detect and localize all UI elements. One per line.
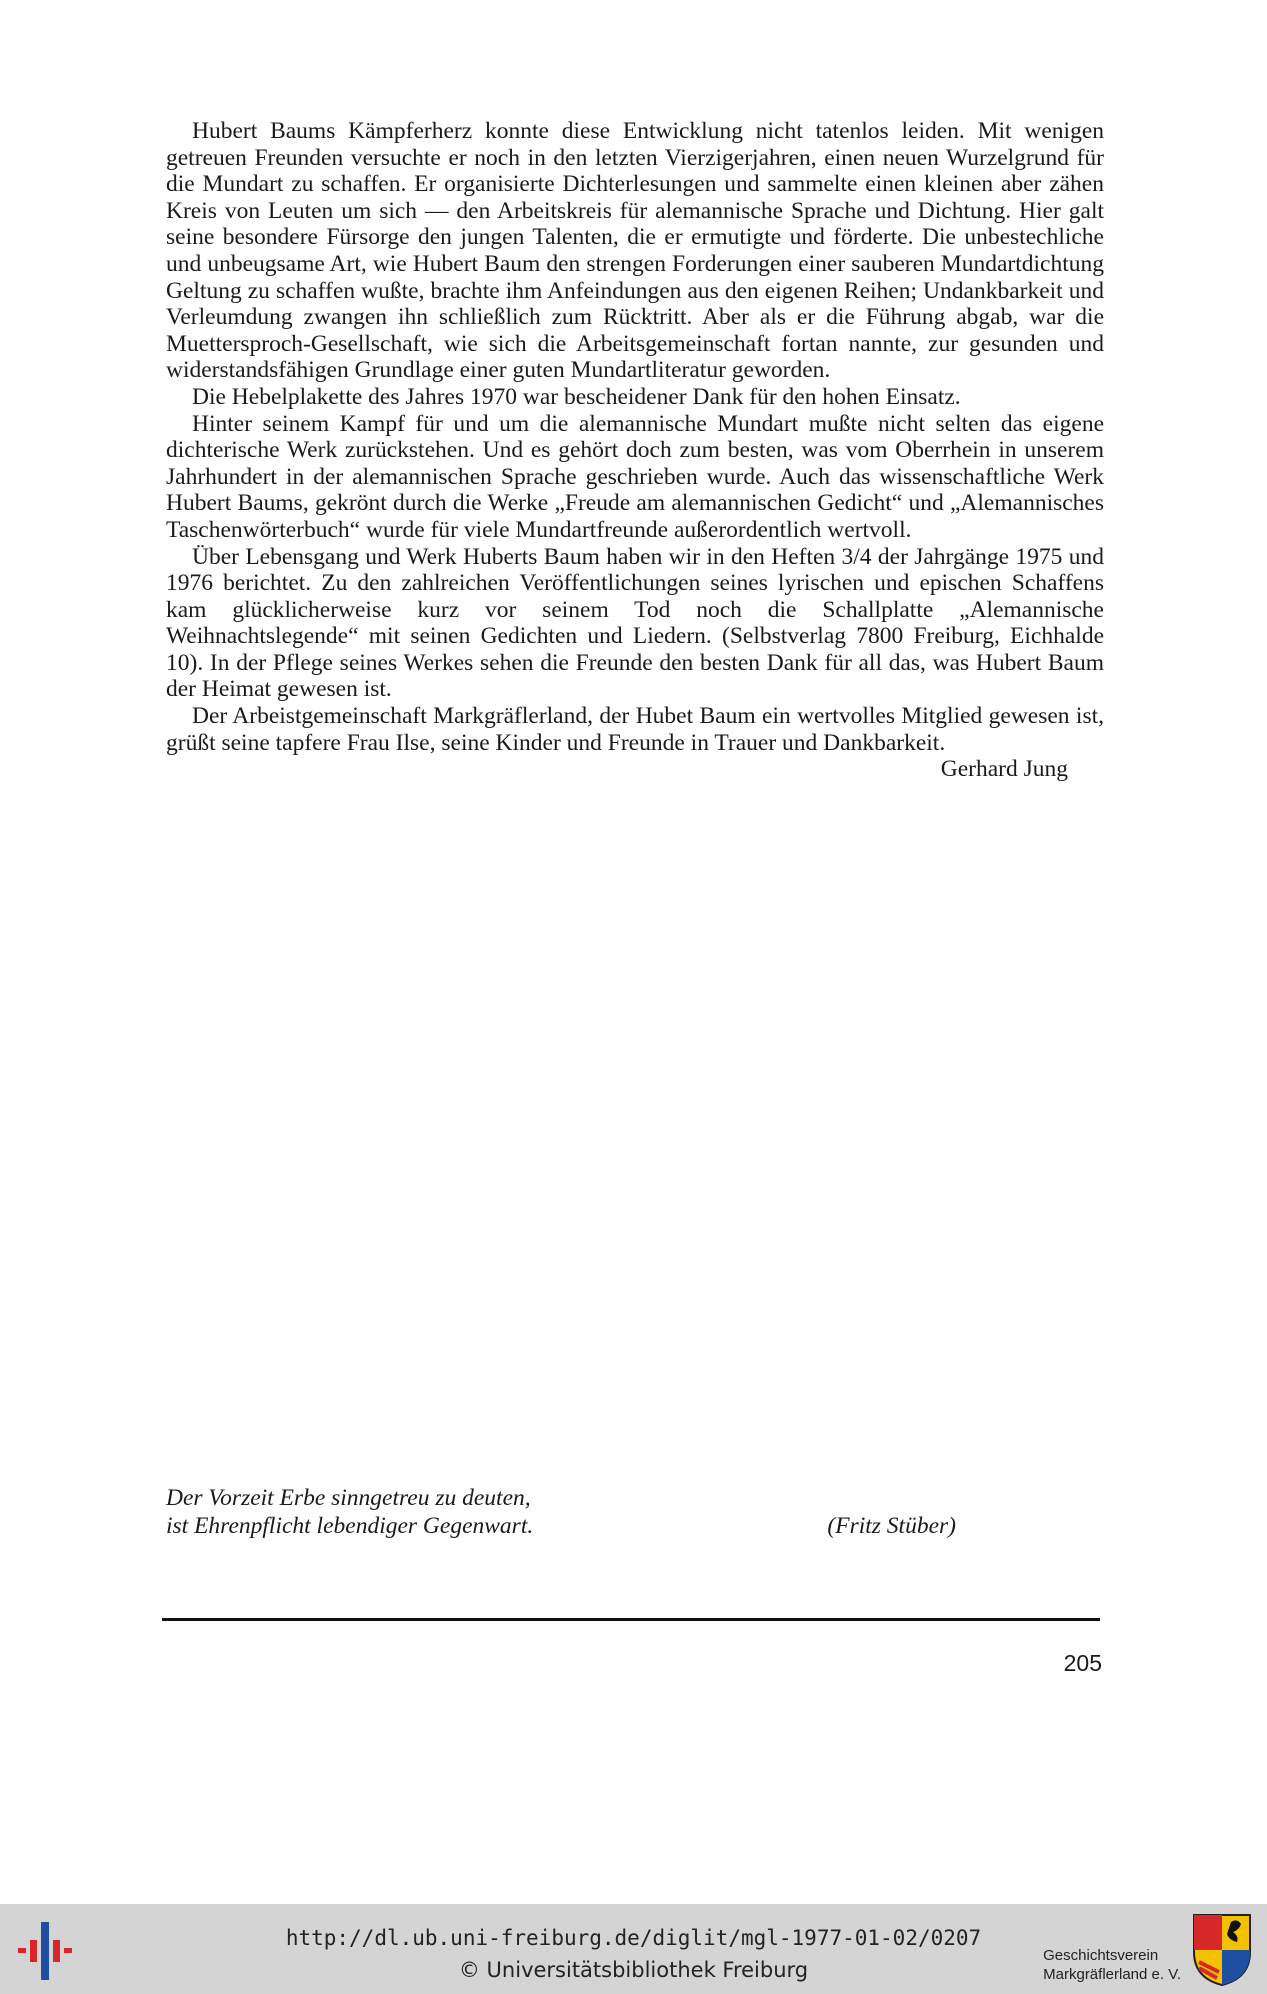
paragraph: Hubert Baums Kämpferherz konnte diese Entwicklung nicht tatenlos leiden. Mit wenigen getreuen Freunden versuchte er noch in den letzten Vierzigerjahren, einen neuen Wurzelgrund für die Mundart zu schaffen. Er organisierte Dichterlesungen und sammelte einen kleinen aber zähen Kreis von Leuten um sich — den Arbeitskreis für alemannische Sprache und Dichtung. Hier galt seine besondere Fürsorge den jungen Talenten, die er ermutigte und förderte. Die unbestechliche und unbeugsame Art, wie Hubert Baum den strengen Forderungen einer sauberen Mundartdichtung Geltung zu schaffen wußte, brachte ihm Anfeindungen aus den eigenen Reihen; Undankbarkeit und Verleumdung zwangen ihn schließlich zum Rücktritt. Aber als er die Führung abgab, war die Muettersproch-Gesellschaft, wie sich die Arbeitsgemeinschaft fortan nannte, zur gesunden und widerstandsfähigen Grundlage einer guten Mundartliteratur geworden. xyxy=(166,118,1104,384)
quote-line-2: ist Ehrenpflicht lebendiger Gegenwart. xyxy=(166,1513,534,1539)
coat-of-arms-icon xyxy=(1191,1912,1253,1988)
society-line-2: Markgräflerland e. V. xyxy=(1043,1966,1181,1983)
paragraph: Die Hebelplakette des Jahres 1970 war bescheidener Dank für den hohen Einsatz. xyxy=(192,383,961,410)
signature-row xyxy=(166,756,1104,783)
horizontal-rule xyxy=(162,1618,1100,1621)
author-signature: Gerhard Jung xyxy=(940,756,1068,783)
closing-text: Der Arbeistgemeinschaft Markgräflerland, der Hubet Baum ein wertvolles Mitglied gewesen ist, grüßt seine tapfere Frau Ilse, seine Kinder und Freunde in Trauer und Dankbarkeit. xyxy=(166,703,1104,756)
page-number: 205 xyxy=(1063,1650,1102,1676)
society-name xyxy=(1043,1946,1181,1984)
footer-bar xyxy=(0,1904,1267,1994)
epigraph-quote xyxy=(166,1484,956,1540)
source-url-link[interactable]: http://dl.ub.uni-freiburg.de/diglit/mgl-1977-01-02/0207 xyxy=(285,1926,982,1950)
paragraph: Hinter seinem Kampf für und um die alemannische Mundart mußte nicht selten das eigene dichterische Werk zurückstehen. Und es gehört doch zum besten, was vom Oberrhein in unserem Jahrhundert in der alemannischen Sprache geschrieben wurde. Auch das wissenschaftliche Werk Hubert Baums, gekrönt durch die Werke „Freude am alemannischen Gedicht“ und „Alemannisches Taschenwörterbuch“ wurde für viele Mundartfreunde außerordentlich wertvoll. xyxy=(166,410,1104,543)
article-body xyxy=(166,118,1104,783)
quote-line-1: Der Vorzeit Erbe sinngetreu zu deuten, xyxy=(166,1485,531,1511)
copyright-text: © Universitätsbibliothek Freiburg xyxy=(458,1958,809,1982)
closing-paragraph xyxy=(166,703,1104,756)
paragraph: Über Lebensgang und Werk Huberts Baum haben wir in den Heften 3/4 der Jahrgänge 1975 und 1976 berichtet. Zu den zahlreichen Veröffentlichungen seines lyrischen und epischen Schaffens kam glücklicherweise kurz vor seinem Tod noch die Schallplatte „Alemannische Weihnachtslegende“ mit seinen Gedichten und Liedern. (Selbstverlag 7800 Freiburg, Eichhalde 10). In der Pflege seines Werkes sehen die Freunde den besten Dank für all das, was Hubert Baum der Heimat gewesen ist. xyxy=(166,543,1104,703)
society-line-1: Geschichtsverein xyxy=(1043,1947,1159,1964)
quote-author: (Fritz Stüber) xyxy=(827,1513,956,1539)
quote-line-2-row xyxy=(166,1512,956,1540)
